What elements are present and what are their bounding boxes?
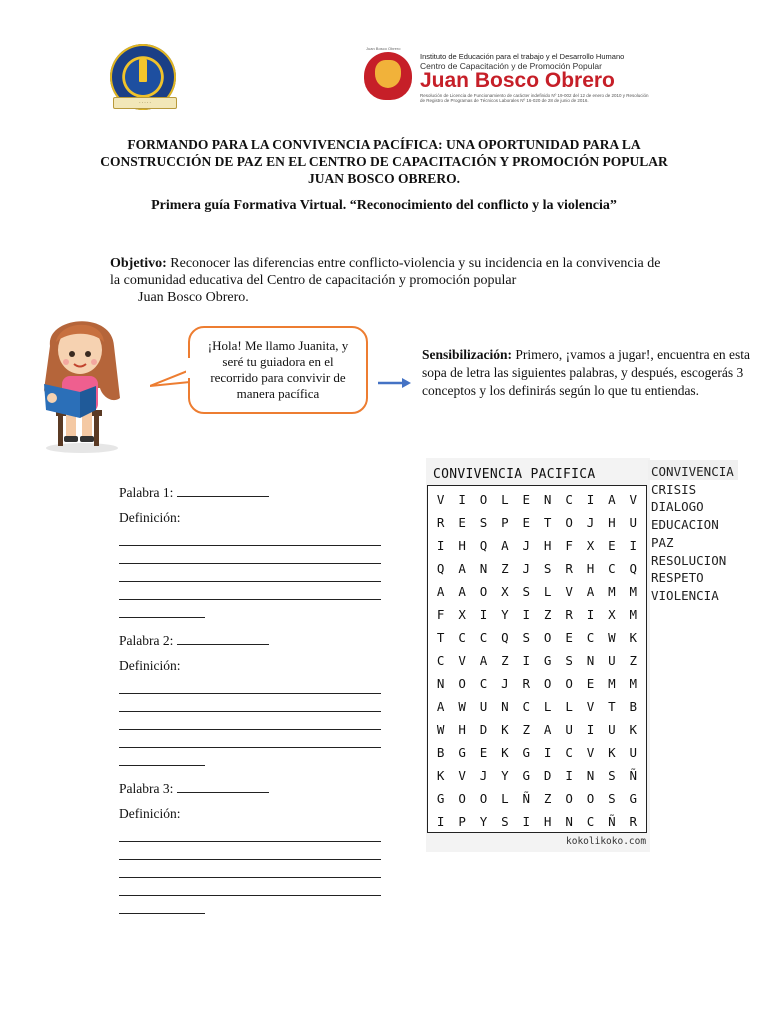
word-search-letter[interactable]: R <box>522 676 531 691</box>
word-search-letter[interactable]: I <box>586 492 595 507</box>
word-search-letter[interactable]: A <box>501 538 509 553</box>
word-search-letter[interactable]: X <box>501 584 509 599</box>
word-search-letter[interactable]: Y <box>501 607 509 622</box>
word-search-letter[interactable]: V <box>458 768 466 783</box>
word-search-letter[interactable]: H <box>543 814 552 829</box>
word-search-letter[interactable]: O <box>565 791 573 806</box>
definition-line[interactable] <box>119 546 381 564</box>
word-search-letter[interactable]: Y <box>501 768 509 783</box>
word-search-letter[interactable]: P <box>501 515 509 530</box>
word-search-letter[interactable]: W <box>608 630 616 645</box>
word-search-letter[interactable]: J <box>501 676 509 691</box>
word-search-letter[interactable]: J <box>479 768 488 783</box>
word-search-letter[interactable]: O <box>479 584 488 599</box>
word-line <box>119 482 389 504</box>
word-search-letter[interactable]: O <box>479 492 488 507</box>
word-list-item: RESOLUCION <box>651 552 727 568</box>
word-search-letter[interactable]: K <box>501 745 509 760</box>
right-arrow-icon <box>378 376 412 390</box>
word-search-letter[interactable]: K <box>608 745 616 760</box>
word-search-letter[interactable]: V <box>586 699 595 714</box>
word-search-letter[interactable]: U <box>479 699 488 714</box>
word-search-letter[interactable]: M <box>629 584 638 599</box>
word-search-letter[interactable]: A <box>586 584 595 599</box>
word-search-letter[interactable]: O <box>479 791 488 806</box>
definition-line[interactable] <box>119 676 381 694</box>
word-search-letter[interactable]: E <box>458 515 466 530</box>
definition-line[interactable] <box>119 582 381 600</box>
word-search-letter[interactable]: I <box>522 814 531 829</box>
definition-line[interactable] <box>119 896 205 914</box>
word-search-letter[interactable]: E <box>479 745 488 760</box>
word-search-letter[interactable]: N <box>543 492 552 507</box>
word-search-letter[interactable]: K <box>629 630 638 645</box>
word-search-letter[interactable]: M <box>629 607 638 622</box>
definition-line[interactable] <box>119 712 381 730</box>
word-list-item: EDUCACION <box>651 517 719 533</box>
objective-paragraph <box>110 255 670 306</box>
document-title: FORMANDO PARA LA CONVIVENCIA PACÍFICA: UNA OPORTUNIDAD PARA LA CONSTRUCCIÓN DE PAZ EN EL CENTRO DE CAPACITACIÓN Y PROMOCIÓN POPULAR JUAN BOSCO OBRERO. <box>100 137 668 186</box>
word-search-letter[interactable]: A <box>608 492 616 507</box>
word-search-letter[interactable]: I <box>436 538 445 553</box>
word-search-letter[interactable]: C <box>458 630 466 645</box>
word-search-letter[interactable]: M <box>608 676 616 691</box>
definition-line[interactable] <box>119 730 381 748</box>
sensibilizacion-text: Primero, ¡vamos a jugar!, encuentra en esta sopa de letra las siguientes palabras, y después, escogerás 3 conceptos y los definirás según lo que tu entiendas. <box>422 347 751 398</box>
word-search-letter[interactable]: I <box>543 745 552 760</box>
speech-bubble: ¡Hola! Me llamo Juanita, y seré tu guiadora en el recorrido para convivir de manera pacífica <box>188 326 368 414</box>
word-search-letter[interactable]: I <box>565 768 573 783</box>
sensibilizacion-paragraph <box>422 346 758 400</box>
word-search-letter[interactable]: Q <box>501 630 509 645</box>
word-search-letter[interactable]: O <box>586 791 595 806</box>
definition-line[interactable] <box>119 528 381 546</box>
word-search-letter[interactable]: O <box>543 676 552 691</box>
word-search-letter[interactable]: V <box>458 653 466 668</box>
definition-line[interactable] <box>119 842 381 860</box>
word-search-letter[interactable]: O <box>458 791 466 806</box>
word-search-letter[interactable]: N <box>436 676 445 691</box>
word-search-letter[interactable]: Z <box>501 561 509 576</box>
word-search-letter[interactable]: L <box>501 791 509 806</box>
word-search-letter[interactable]: M <box>629 676 638 691</box>
emblem-figure-icon <box>375 60 401 88</box>
word-search-title: CONVIVENCIA PACIFICA <box>433 467 596 482</box>
word-search-letter[interactable]: H <box>458 538 466 553</box>
word-blank[interactable] <box>177 778 269 793</box>
definition-label: Definición: <box>119 510 181 525</box>
word-search-letter[interactable]: S <box>522 584 531 599</box>
word-search-letter[interactable]: I <box>479 607 488 622</box>
word-search-letter[interactable]: C <box>565 492 573 507</box>
word-list-item: RESPETO <box>651 570 704 586</box>
definition-line[interactable] <box>119 564 381 582</box>
word-search-letter[interactable]: R <box>565 561 573 576</box>
word-search-letter[interactable]: L <box>543 584 552 599</box>
word-search-letter[interactable]: C <box>436 653 445 668</box>
word-search-letter[interactable]: U <box>629 515 638 530</box>
word-search-letter[interactable]: O <box>543 630 552 645</box>
word-search-letter[interactable]: I <box>458 492 466 507</box>
definition-line[interactable] <box>119 600 205 618</box>
word-search-letter[interactable]: X <box>586 538 595 553</box>
word-search-letter[interactable]: I <box>436 814 445 829</box>
word-search-letter[interactable]: C <box>479 676 488 691</box>
word-search-letter[interactable]: G <box>522 745 531 760</box>
word-search-letter[interactable]: R <box>629 814 638 829</box>
word-search-letter[interactable]: Y <box>479 814 488 829</box>
objective-text: Reconocer las diferencias entre conflicto-violencia y su incidencia en la convivencia de la comunidad educativa del Centro de capacitación y promoción popular <box>110 256 661 288</box>
word-search-letter[interactable]: Z <box>501 653 509 668</box>
word-search-letter[interactable]: U <box>629 745 638 760</box>
word-search-letter[interactable]: E <box>565 630 573 645</box>
definition-line[interactable] <box>119 694 381 712</box>
word-search-letter[interactable]: U <box>565 722 573 737</box>
girl-reading-illustration <box>36 306 136 456</box>
word-search-letter[interactable]: O <box>565 676 573 691</box>
word-search-letter[interactable]: Q <box>436 561 445 576</box>
document-subtitle: Primera guía Formativa Virtual. “Reconocimiento del conflicto y la violencia” <box>151 198 617 213</box>
word-search-letter[interactable]: E <box>608 538 616 553</box>
definition-line[interactable] <box>119 748 205 766</box>
word-blank[interactable] <box>177 630 269 645</box>
word-search-letter[interactable]: T <box>436 630 445 645</box>
word-label: Palabra 1: <box>119 485 174 500</box>
institute-name: Juan Bosco Obrero <box>420 69 615 92</box>
word-search-letter[interactable]: B <box>629 699 638 714</box>
word-search-letter[interactable]: G <box>458 745 466 760</box>
word-search-letter[interactable]: V <box>565 584 573 599</box>
word-label: Palabra 3: <box>119 781 174 796</box>
word-line <box>119 630 389 652</box>
word-search-letter[interactable]: N <box>586 653 595 668</box>
word-search-letter[interactable]: C <box>479 630 488 645</box>
word-search-letter[interactable]: Q <box>479 538 488 553</box>
word-search-letter[interactable]: W <box>436 722 445 737</box>
word-search-letter[interactable]: Ñ <box>522 791 531 806</box>
word-search-letter[interactable]: R <box>436 515 445 530</box>
word-search-letter[interactable]: S <box>479 515 488 530</box>
word-blank[interactable] <box>177 482 269 497</box>
word-search-letter[interactable]: C <box>522 699 531 714</box>
word-search-letter[interactable]: Z <box>629 653 638 668</box>
word-search-letter[interactable]: J <box>586 515 595 530</box>
word-search-letter[interactable]: T <box>608 699 616 714</box>
word-search-letter[interactable]: C <box>586 630 595 645</box>
word-search-letter[interactable]: G <box>543 653 552 668</box>
word-search-grid <box>427 485 647 833</box>
word-search-letter[interactable]: C <box>608 561 616 576</box>
word-search-letter[interactable]: S <box>522 630 531 645</box>
word-list-item: VIOLENCIA <box>651 587 719 603</box>
word-list-item: PAZ <box>651 534 674 550</box>
word-search-letter[interactable]: G <box>436 791 445 806</box>
word-search-letter[interactable]: S <box>543 561 552 576</box>
word-search-letter[interactable]: E <box>522 492 531 507</box>
word-search-letter[interactable]: A <box>458 584 466 599</box>
word-search-letter[interactable]: S <box>608 768 616 783</box>
word-search-letter[interactable]: J <box>522 538 531 553</box>
word-search-letter[interactable]: I <box>586 607 595 622</box>
word-search-letter[interactable]: K <box>629 722 638 737</box>
definition-label: Definición: <box>119 658 181 673</box>
institute-line-1: Instituto de Educación para el trabajo y el Desarrollo Humano <box>420 52 625 61</box>
word-search-letter[interactable]: G <box>629 791 638 806</box>
word-search-letter[interactable]: N <box>479 561 488 576</box>
word-search-letter[interactable]: O <box>458 676 466 691</box>
word-search-letter[interactable]: U <box>608 722 616 737</box>
word-search-letter[interactable]: F <box>436 607 445 622</box>
institute-logo-caption: Juan Bosco Obrero <box>366 46 401 51</box>
word-search-letter[interactable]: Z <box>543 791 552 806</box>
word-search-letter[interactable]: V <box>629 492 638 507</box>
word-search-letter[interactable]: E <box>522 515 531 530</box>
word-search-letter[interactable]: I <box>586 722 595 737</box>
word-search-letter[interactable]: H <box>608 515 616 530</box>
word-search-letter[interactable]: L <box>543 699 552 714</box>
definition-line[interactable] <box>119 878 381 896</box>
word-list-item: CONVIVENCIA <box>651 464 734 479</box>
word-label: Palabra 2: <box>119 633 174 648</box>
word-search-letter[interactable]: V <box>436 492 445 507</box>
definition-label: Definición: <box>119 806 181 821</box>
objective-text-end: Juan Bosco Obrero. <box>138 290 249 305</box>
word-search-letter[interactable]: L <box>565 699 573 714</box>
sensibilizacion-label: Sensibilización: <box>422 347 513 362</box>
objective-label: Objetivo: <box>110 256 167 271</box>
word-search-letter[interactable]: J <box>522 561 531 576</box>
word-list <box>651 463 734 605</box>
institute-resolution: Resolución de Licencia de Funcionamiento de carácter indefinido Nº 19-002 del 12 de enero de 2010 y Resolución de Registro de Programas de Técnicos Laborales Nº 16-020 de 28 de junio de 2016. <box>420 93 649 103</box>
word-search-letter[interactable]: K <box>436 768 445 783</box>
word-search-letter[interactable]: T <box>543 515 552 530</box>
word-search-letter[interactable]: S <box>608 791 616 806</box>
word-search-letter[interactable]: H <box>458 722 466 737</box>
word-search-letter[interactable]: D <box>479 722 488 737</box>
word-search-letter[interactable]: W <box>458 699 466 714</box>
word-search-letter[interactable]: C <box>586 814 595 829</box>
seal-ribbon: · · · · · <box>113 97 177 109</box>
word-search-letter[interactable]: I <box>522 607 531 622</box>
word-search-letter[interactable]: O <box>565 515 573 530</box>
word-search-letter[interactable]: Z <box>522 722 531 737</box>
word-search-letter[interactable]: P <box>458 814 466 829</box>
word-search-letter[interactable]: N <box>501 699 509 714</box>
word-search-letter[interactable]: A <box>458 561 466 576</box>
institute-line-2: Centro de Capacitación y de Promoción Popular <box>420 61 602 71</box>
word-search-letter[interactable]: D <box>543 768 552 783</box>
word-search-letter[interactable]: Ñ <box>608 814 616 829</box>
word-search-letter[interactable]: C <box>565 745 573 760</box>
word-search-letter[interactable]: H <box>586 561 595 576</box>
word-search-letter[interactable]: Ñ <box>629 768 638 783</box>
definition-line[interactable] <box>119 824 381 842</box>
word-search-letter[interactable]: A <box>543 722 552 737</box>
word-search-letter[interactable]: Z <box>543 607 552 622</box>
bubble-pointer-mask <box>186 358 192 378</box>
word-search-letter[interactable]: I <box>522 653 531 668</box>
word-search-letter[interactable]: N <box>565 814 573 829</box>
word-search-letter[interactable]: S <box>565 653 573 668</box>
word-search-letter[interactable]: K <box>501 722 509 737</box>
word-search-letter[interactable]: B <box>436 745 445 760</box>
word-search-letter[interactable]: U <box>608 653 616 668</box>
word-search-letter[interactable]: Q <box>629 561 638 576</box>
speech-pointer <box>150 368 190 390</box>
worksheet <box>119 482 389 926</box>
word-search-letter[interactable]: V <box>586 745 595 760</box>
word-search-letter[interactable]: M <box>608 584 616 599</box>
torch-icon <box>139 58 147 82</box>
word-list-item: CRISIS <box>651 481 697 497</box>
word-search-letter[interactable]: H <box>543 538 552 553</box>
word-search-letter[interactable]: A <box>436 584 445 599</box>
word-definition-group <box>119 778 389 914</box>
word-search-letter[interactable]: I <box>629 538 638 553</box>
word-search-letter[interactable]: F <box>565 538 573 553</box>
word-search-letter[interactable]: E <box>586 676 595 691</box>
word-search-letter[interactable]: X <box>458 607 466 622</box>
word-search-credit: kokolikoko.com <box>566 836 647 847</box>
word-search-letter[interactable]: S <box>501 814 509 829</box>
word-definition-group <box>119 482 389 618</box>
word-search-letter[interactable]: R <box>565 607 573 622</box>
word-search-letter[interactable]: X <box>608 607 616 622</box>
definition-line[interactable] <box>119 860 381 878</box>
word-definition-group <box>119 630 389 766</box>
word-list-item: DIALOGO <box>651 499 704 515</box>
word-search-letter[interactable]: L <box>501 492 509 507</box>
word-search-letter[interactable]: G <box>522 768 531 783</box>
word-search-letter[interactable]: N <box>586 768 595 783</box>
word-line <box>119 778 389 800</box>
word-search-letter[interactable]: A <box>436 699 445 714</box>
word-search-letter[interactable]: A <box>479 653 488 668</box>
